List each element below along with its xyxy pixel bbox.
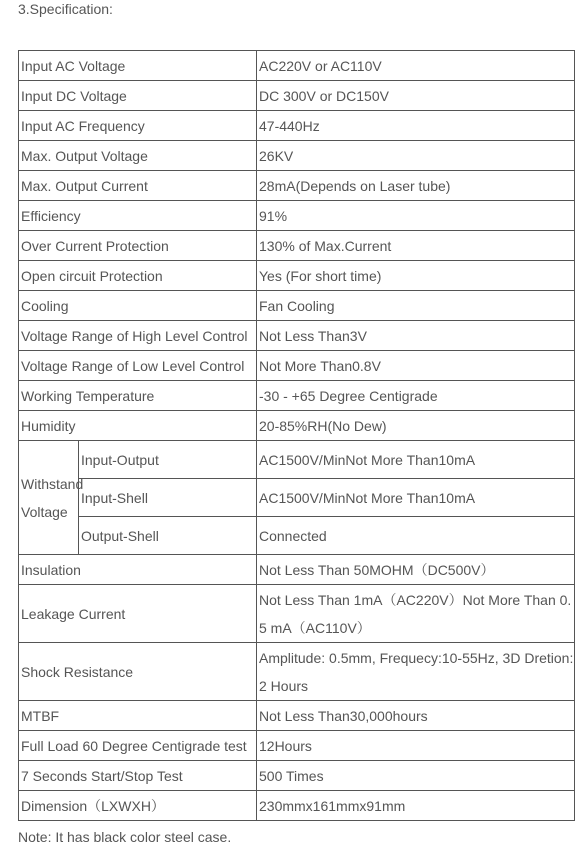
table-row [19,171,575,201]
spec-value: Not Less Than3V [257,321,575,351]
table-row [19,351,575,381]
spec-value: 91% [257,201,575,231]
table-row [19,261,575,291]
table-row [19,701,575,731]
spec-value: Yes (For short time) [257,261,575,291]
spec-label: Humidity [19,411,257,441]
spec-label: Insulation [19,555,257,585]
table-row [19,517,575,555]
spec-label: Voltage Range of Low Level Control [19,351,257,381]
spec-value: -30 - +65 Degree Centigrade [257,381,575,411]
table-row [19,321,575,351]
spec-label: Working Temperature [19,381,257,411]
spec-label: MTBF [19,701,257,731]
spec-value: 47-440Hz [257,111,575,141]
table-row [19,381,575,411]
spec-label: Leakage Current [19,585,257,643]
spec-label: Input DC Voltage [19,81,257,111]
spec-label: Cooling [19,291,257,321]
spec-label: Max. Output Current [19,171,257,201]
footnote: Note: It has black color steel case. [18,829,232,845]
table-row [19,51,575,81]
table-row [19,643,575,701]
spec-value: 12Hours [257,731,575,761]
spec-value: Not Less Than30,000hours [257,701,575,731]
spec-value: DC 300V or DC150V [257,81,575,111]
spec-value: AC1500V/MinNot More Than10mA [257,441,575,479]
spec-sublabel: Input-Shell [79,479,257,517]
spec-value: 130% of Max.Current [257,231,575,261]
table-row [19,141,575,171]
table-row [19,761,575,791]
spec-label: Max. Output Voltage [19,141,257,171]
spec-value: 28mA(Depends on Laser tube) [257,171,575,201]
spec-sublabel: Output-Shell [79,517,257,555]
spec-label: Dimension（LXWXH） [19,791,257,821]
spec-label: Efficiency [19,201,257,231]
spec-value: Connected [257,517,575,555]
spec-label: Open circuit Protection [19,261,257,291]
spec-value: Fan Cooling [257,291,575,321]
spec-label: Input AC Voltage [19,51,257,81]
spec-label: Shock Resistance [19,643,257,701]
spec-value: 500 Times [257,761,575,791]
spec-value: 20-85%RH(No Dew) [257,411,575,441]
spec-value: AC1500V/MinNot More Than10mA [257,479,575,517]
spec-value: Not More Than0.8V [257,351,575,381]
spec-label: Voltage Range of High Level Control [19,321,257,351]
table-row [19,791,575,821]
spec-sublabel: Input-Output [79,441,257,479]
table-row [19,81,575,111]
spec-value: Amplitude: 0.5mm, Frequecy:10-55Hz, 3D Dretion:2 Hours [257,643,575,701]
withstand-voltage-label: Withstand Voltage [19,441,79,555]
table-row [19,411,575,441]
table-row [19,441,575,479]
spec-label: Full Load 60 Degree Centigrade test [19,731,257,761]
table-row [19,585,575,643]
spec-value: 230mmx161mmx91mm [257,791,575,821]
specification-table [18,50,575,821]
table-row [19,555,575,585]
table-row [19,731,575,761]
spec-value: Not Less Than 1mA（AC220V）Not More Than 0.5 mA（AC110V） [257,585,575,643]
table-row [19,201,575,231]
spec-value: 26KV [257,141,575,171]
table-row [19,291,575,321]
spec-value: Not Less Than 50MOHM（DC500V） [257,555,575,585]
table-row [19,231,575,261]
spec-label: 7 Seconds Start/Stop Test [19,761,257,791]
spec-label: Input AC Frequency [19,111,257,141]
table-row [19,111,575,141]
section-heading: 3.Specification: [18,1,113,17]
spec-label: Over Current Protection [19,231,257,261]
table-row [19,479,575,517]
spec-value: AC220V or AC110V [257,51,575,81]
